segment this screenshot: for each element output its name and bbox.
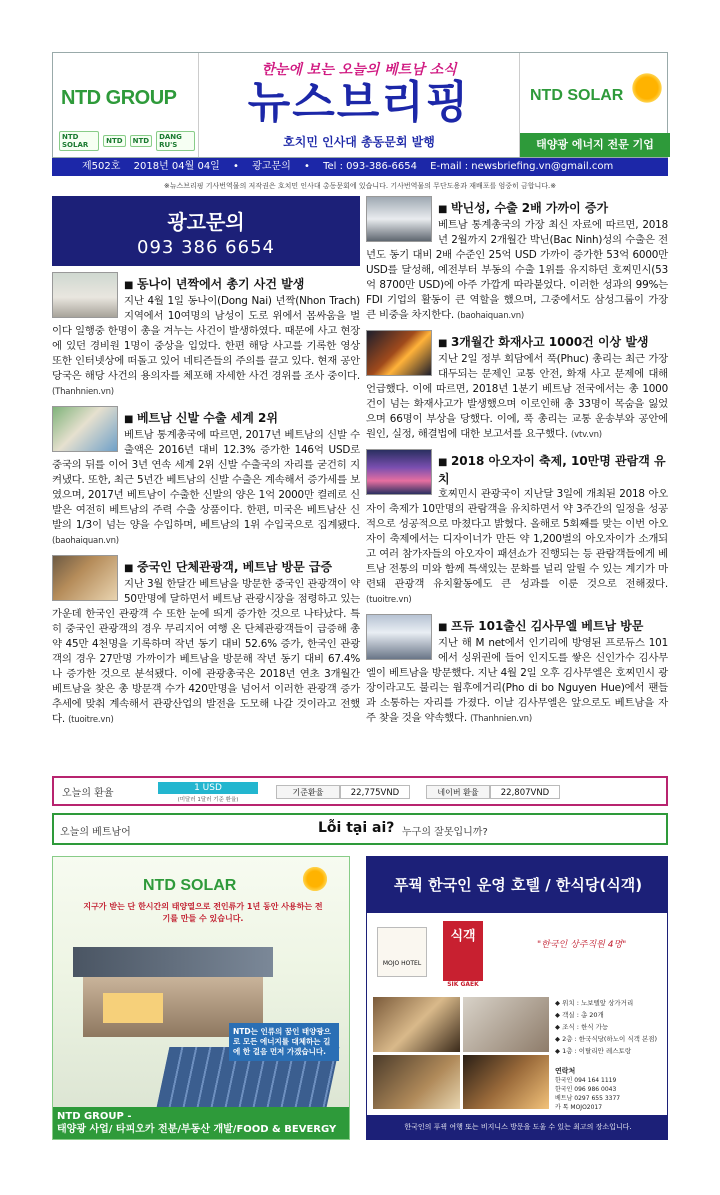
article-text: 지난 3월 한달간 베트남을 방문한 중국인 관광객이 약 50만명에 달하면서 베트남 관광시장을 점령하고 있는 가운데 한국인 관광객 수 또한 눈에 띄게 증가한 것으로 나타났다. 특히 중국인 관광객의 경우 무리지어 여행 온 단체관광객들이 급증해 총 약 45만 4천명을 기록하며 작년 동기 대비 52.6% 증가, 한국인 관광객의 경우 27만명 가까이가 베트남을 방문해 작년 동기 대비 67.4%나 증가한 것으로 분석됐다. 이에 관광총국은 2018년 연초 3개월간 베트남을 찾은 총 방문객 수가 420만명을 넘어서 이러한 관광객 증가 추세에 맞춰 계속해서 관광산업의 발전을 도모해 나갈 것이라고 전했다.	[52, 578, 360, 725]
hotel-info-item: ◆ 객실 : 총 20개	[555, 1011, 604, 1019]
hotel-contact-line: 한국인 096 986 0043	[555, 1086, 617, 1093]
article-title: ■ 베트남 신발 수출 세계 2위	[52, 406, 360, 428]
affiliate-logos	[59, 131, 195, 151]
hotel-photo	[373, 1055, 460, 1110]
ad-inquiry-title: 광고문의	[167, 210, 245, 234]
copyright-notice: ※뉴스브리핑 기사번역물의 저작권은 호치민 인사대 총동문회에 있습니다. 기사번역물의 무단도용과 재배포를 엄중히 금합니다.※	[163, 182, 557, 190]
hotel-info-item: ◆ 1층 : 이탈리안 레스토랑	[555, 1047, 632, 1055]
hotel-photos	[373, 997, 549, 1109]
issue-date: 2018년 04월 04일	[133, 161, 220, 172]
hotel-contact-title: 연락처	[555, 1067, 576, 1075]
hotel-contact-line: 베트남 0297 655 3377	[555, 1095, 621, 1102]
article	[366, 330, 668, 443]
hotel-info-item: ◆ 위치 : 노보텔앞 상가거리	[555, 999, 634, 1007]
ad-inquiry-label: 광고문의	[252, 161, 291, 172]
hotel-info-list	[555, 997, 665, 1057]
affiliate-logo: DANG RU'S	[156, 131, 195, 151]
ntd-solar-logo-block	[519, 53, 669, 157]
article-photo	[52, 555, 118, 601]
article	[52, 555, 360, 728]
article-photo	[52, 272, 118, 318]
masthead	[52, 52, 668, 158]
bullet-icon: •	[233, 161, 239, 172]
affiliate-logo: NTD	[103, 135, 125, 147]
article-title: ■ 3개월간 화재사고 1000건 이상 발생	[366, 330, 668, 352]
article-photo	[366, 196, 432, 242]
article-title: ■ 동나이 년짝에서 총기 사건 발생	[52, 272, 360, 294]
hotel-contact-line: 카 톡 MOJO2017	[555, 1104, 603, 1111]
ntd-solar-ad-bubble: NTD는 인류의 꿈인 태양광으로 모든 에너지를 대체하는 길에 한 걸음 먼저 가겠습니다.	[229, 1023, 339, 1061]
base-rate-value: 22,775VND	[340, 785, 410, 799]
hotel-contact	[555, 1067, 665, 1112]
issue-number: 제502호	[82, 161, 121, 172]
exchange-rate-label: 오늘의 환율	[62, 788, 114, 799]
hotel-photo	[463, 997, 550, 1052]
issue-info-bar	[52, 158, 668, 176]
brand-title: 뉴스브리핑	[247, 77, 471, 128]
house-window	[103, 993, 163, 1023]
sikgaek-logo-en: SIK GAEK	[447, 981, 479, 988]
vietnamese-phrase-meaning: 누구의 잘못입니까?	[402, 827, 488, 838]
ntd-solar-ad-logo: NTD SOLAR	[143, 877, 237, 894]
hotel-contact-line: 한국인 094 164 1119	[555, 1077, 617, 1084]
article-text: 베트남 통계총국의 가장 최신 자료에 따르면, 2018년 2월까지 2개월간 박닌(Bac Ninh)성의 수출은 전년도 동기 대비 2배 수준인 25억 USD 가까이 증가한 53억 6000만 USD를 달성해, 예전부터 부동의 수출 1위를 유지하던 호찌민시(53억 8700만 USD)에 아주 가깝게 따라붙었다. 이러한 성과의 99%는 FDI 기업의 활동이 큰 역할을 했으며, 그중에서도 삼성그룹이 가장 큰 비중을 차지한다.	[366, 219, 668, 321]
article	[366, 614, 668, 727]
hotel-ad-quote: "한국인 상주직원 4명"	[537, 940, 627, 950]
article-title: ■ 중국인 단체관광객, 베트남 방문 급증	[52, 555, 360, 577]
article-source: (tuoitre.vn)	[68, 715, 114, 725]
affiliate-logo: NTD SOLAR	[59, 131, 99, 151]
ntd-solar-ad[interactable]	[52, 856, 350, 1140]
hotel-photo	[463, 1055, 550, 1110]
naver-rate-value: 22,807VND	[490, 785, 560, 799]
brand-block	[199, 53, 519, 157]
article-text: 지난 4월 1일 동나이(Dong Nai) 년짝(Nhon Trach)지역에서 10여명의 남성이 도로 위에서 몸싸움을 벌이다 일행중 한명이 총을 겨누는 사건이 발생하였다. 때문에 사고 현장에 있던 경비원 1명이 중상을 입었다. 한편 해당 사고를 기록한 영상 또한 인터넷상에 떠돌고 있어 네티즌들의 주의를 끌고 있다. 현재 공안 당국은 해당 사건의 용의자를 체포해 자세한 사건 경위를 조사 중이다.	[52, 295, 360, 382]
hotel-info-item: ◆ 2층 : 한국식당(하노이 식객 본점)	[555, 1035, 658, 1043]
article	[366, 196, 668, 324]
tagline: 한눈에 보는 오늘의 베트남 소식	[261, 62, 457, 78]
publisher: 호치민 인사대 총동문회 발행	[283, 135, 435, 149]
article-photo	[366, 449, 432, 495]
right-column	[366, 196, 668, 727]
hotel-photo	[373, 997, 460, 1052]
article	[52, 406, 360, 549]
ntd-solar-ad-footer	[53, 1107, 350, 1139]
hotel-ad-title: 푸꿕 한국인 운영 호텔 / 한식당(식객)	[367, 857, 668, 913]
article-text: 호찌민시 관광국이 지난달 3일에 개최된 2018 아오자이 축제가 10만명의 관람객을 유치하면서 약 3주간의 일정을 성공적으로 성공적으로 마쳤다고 밝혔다. 올해로 5회째를 맞는 이번 아오자이 축제에서는 디자이너가 만든 약 1,200벌의 아오자이가 소개되고 여러 참가자들의 아오자이 패션쇼가 진행되는 등 관람객들에게 베트남 전통의 미와 함께 특색있는 문화를 널리 알릴 수 있는 계기가 마련돼 관광객 유치활동에도 큰 성과를 이룬 것으로 전해졌다.	[366, 488, 668, 590]
article-photo	[366, 330, 432, 376]
ntd-solar-ad-slogan: 지구가 받는 단 한시간의 태양열으로 전인류가 1년 동안 사용하는 전기를 만들 수 있습니다.	[83, 902, 323, 923]
mojo-hotel-logo: MOJO HOTEL	[377, 927, 427, 977]
article-title: ■ 2018 아오자이 축제, 10만명 관람객 유치	[366, 449, 668, 487]
vietnamese-phrase-label: 오늘의 베트남어	[60, 827, 131, 838]
ntd-solar-ad-footer-line: 태양광 사업/ 타피오카 전분/부동산 개발/FOOD & BEVERGY	[57, 1124, 337, 1135]
article-title: ■ 프듀 101출신 김사무엘 베트남 방문	[366, 614, 668, 636]
article-source: (baohaiquan.vn)	[457, 311, 525, 321]
vietnamese-phrase: Lỗi tại ai?	[318, 820, 395, 836]
article	[52, 272, 360, 400]
exchange-rate-bar	[52, 776, 668, 806]
article-source: (tuoitre.vn)	[366, 595, 412, 605]
hotel-info-item: ◆ 조식 : 한식 가능	[555, 1023, 609, 1031]
vietnamese-phrase-bar	[52, 813, 668, 845]
tel-number: Tel : 093-386-6654	[323, 161, 417, 172]
article-text: 지난 해 M net에서 인기리에 방영된 프로듀스 101에서 싱위권에 들어 인지도를 쌓은 신인가수 김사무엘이 베트남을 방문했다. 지난 4월 2일 오후 김사무엘은 호찌민시 광장이라고도 불리는 웜후에거리(Pho di bo Nguyen Hue)에서 팬들과 소통하는 자리를 가졌다. 이날 김사무엘은 앞으로도 베트남을 자주 찾을 것을 약속했다.	[366, 637, 668, 724]
ntd-solar-ad-footer-line: NTD GROUP -	[57, 1111, 132, 1122]
left-column	[52, 196, 360, 728]
house-roof	[73, 947, 273, 977]
ntd-group-logo-block	[53, 53, 199, 157]
naver-rate-label: 네이버 환율	[426, 785, 490, 799]
article-source: (vtv.vn)	[571, 430, 602, 440]
article-text: 지난 2일 정부 회담에서 푹(Phuc) 총리는 최근 가장 대두되는 문제인 교통 안전, 화재 사고 문제에 대해 언급했다. 이에 따르면, 2018년 1분기 베트남 전국에서는 총 1000건이 넘는 화재사고가 발생했으며 이로인해 총 33명이 목숨을 잃었으며 66명이 부상을 당했다. 이에, 푹 총리는 교통 운송부와 공안에 원인, 실정, 해결법에 대한 보고서를 요구했다.	[366, 353, 668, 440]
sun-icon	[301, 865, 329, 893]
ntd-solar-logo: NTD SOLAR	[530, 87, 624, 104]
sun-icon	[630, 71, 664, 105]
ad-inquiry-phone: 093 386 6654	[137, 237, 275, 258]
base-rate-label: 기준환율	[276, 785, 340, 799]
article	[366, 449, 668, 608]
bullet-icon: •	[303, 161, 310, 172]
phu-quoc-hotel-ad[interactable]	[366, 856, 668, 1140]
email-address[interactable]: E-mail : newsbriefing.vn@gmail.com	[430, 161, 614, 172]
sikgaek-logo: 식객	[443, 921, 483, 981]
ad-inquiry-box	[52, 196, 360, 266]
article-source: (Thanhnien.vn)	[470, 714, 532, 724]
article-source: (Thanhnien.vn)	[52, 387, 114, 397]
article-source: (baohaiquan.vn)	[52, 536, 119, 546]
hotel-ad-footer: 한국인의 푸꿕 여행 또는 비지니스 방문을 도울 수 있는 최고의 장소입니다.	[367, 1115, 668, 1139]
article-photo	[52, 406, 118, 452]
article-title: ■ 박닌성, 수출 2배 가까이 증가	[366, 196, 668, 218]
currency-note: (미달러 1달러 기준 환율)	[177, 797, 239, 803]
article-text: 베트남 통계총국에 따르면, 2017년 베트남의 신발 수출액은 2016년 대비 12.3% 증가한 146억 USD로 중국의 뒤를 이어 3년 연속 세계 2위 신발 수출국의 자리를 굳건히 지켜냈다. 또한, 최근 5년간 베트남의 신발 수출은 계속해서 증가세를 보였으며, 2017년 베트남이 수출한 신발의 양은 1억 2000만 켤레로 신발은 여전히 베트남의 주력 수출 상품이다. 한편, 미국은 베트남산 신발의 1/3이 넘는 양을 수입하며, 베트남의 1위 수입국으로 집계됐다.	[52, 429, 360, 531]
ntd-group-logo: NTD GROUP	[61, 87, 177, 109]
solar-strip: 태양광 에너지 전문 기업	[520, 133, 670, 157]
article-body	[366, 487, 668, 608]
currency-label: 1 USD	[158, 782, 258, 794]
article-photo	[366, 614, 432, 660]
affiliate-logo: NTD	[130, 135, 152, 147]
